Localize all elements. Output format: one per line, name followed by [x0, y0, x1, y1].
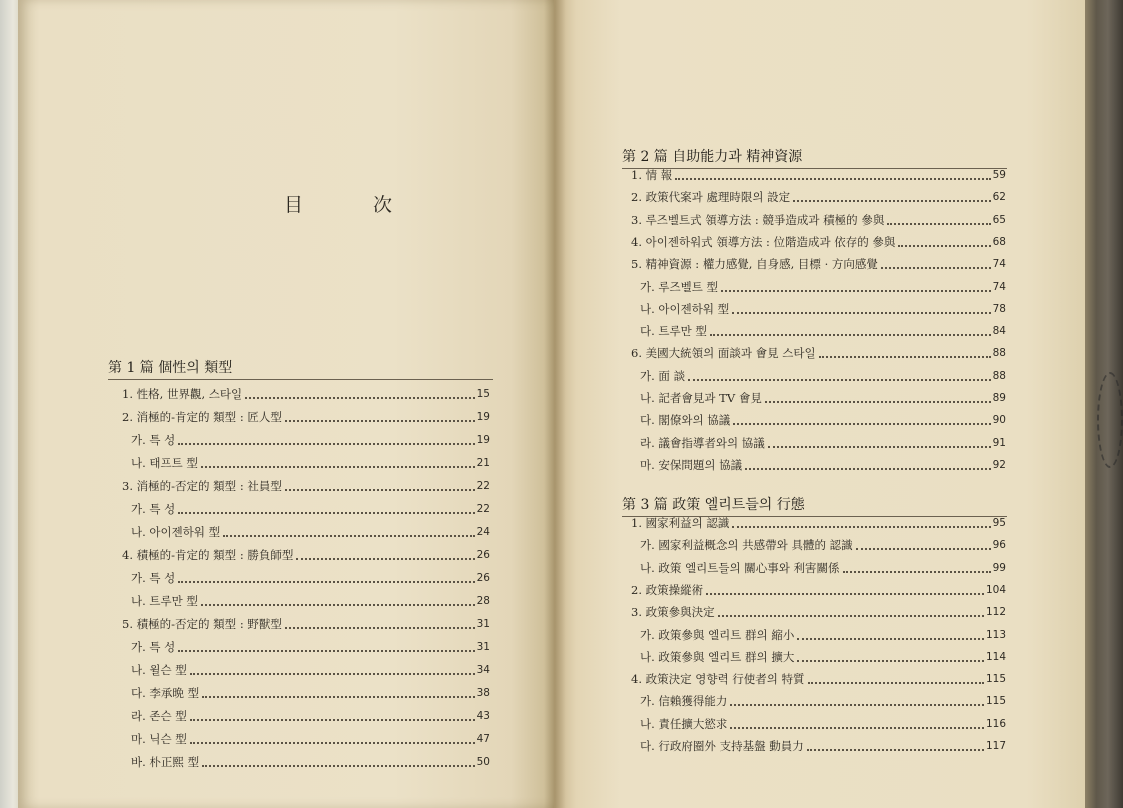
- toc-entry-page-number: 74: [992, 258, 1006, 271]
- toc-title-char-2: 次: [372, 194, 394, 216]
- leader-dots: [721, 290, 991, 292]
- toc-entry: [131, 455, 490, 471]
- leader-dots: [797, 638, 984, 640]
- toc-entry: [631, 189, 1006, 205]
- toc-entry: [640, 435, 1006, 451]
- leader-dots: [178, 650, 474, 652]
- toc-entry: [122, 478, 490, 494]
- toc-entry: [640, 627, 1006, 643]
- toc-entry: [131, 662, 490, 678]
- toc-entry-page-number: 21: [476, 457, 490, 469]
- leader-dots: [887, 223, 990, 225]
- toc-entry: [631, 256, 1006, 272]
- toc-entry-page-number: 43: [476, 710, 490, 722]
- toc-entry-label: 1. 國家利益의 認識: [631, 516, 730, 530]
- toc-entry-label: 바. 朴正熙 型: [131, 755, 200, 769]
- toc-entry-page-number: 90: [992, 414, 1006, 427]
- toc-entry: [631, 212, 1006, 228]
- toc-entry: [131, 731, 490, 747]
- leader-dots: [710, 334, 991, 336]
- left-page: [18, 0, 554, 808]
- leader-dots: [843, 571, 991, 573]
- toc-entry: [640, 301, 1006, 317]
- library-stamp: [1097, 372, 1123, 468]
- toc-entry: [131, 754, 490, 770]
- leader-dots: [730, 727, 984, 729]
- toc-entry: [640, 368, 1006, 384]
- leader-dots: [807, 749, 984, 751]
- toc-entry-label: 나. 記者會見과 TV 會見: [640, 391, 762, 405]
- leader-dots: [285, 627, 475, 629]
- toc-entry-page-number: 28: [476, 595, 490, 607]
- leader-dots: [745, 468, 990, 470]
- toc-entry-page-number: 15: [476, 388, 490, 400]
- toc-entry: [131, 593, 490, 609]
- leader-dots: [797, 660, 984, 662]
- toc-entry-label: 가. 특 성: [131, 502, 176, 516]
- toc-entry-label: 가. 루즈벨트 型: [640, 279, 719, 294]
- leader-dots: [881, 267, 991, 269]
- toc-entry-page-number: 95: [992, 517, 1006, 529]
- leader-dots: [178, 512, 474, 514]
- toc-entry-page-number: 62: [992, 191, 1006, 204]
- part2-heading: 第 2 篇 自助能力과 精神資源: [622, 149, 803, 165]
- leader-dots: [733, 423, 990, 425]
- leader-dots: [201, 466, 475, 468]
- toc-entry: [131, 432, 490, 448]
- toc-entry-page-number: 92: [992, 458, 1006, 471]
- toc-entry-label: 1. 情 報: [631, 168, 673, 182]
- toc-entry-label: 3. 政策參與決定: [631, 605, 715, 620]
- toc-entry-page-number: 26: [476, 549, 490, 561]
- toc-entry: [631, 345, 1006, 361]
- leader-dots: [202, 765, 475, 767]
- toc-entry-label: 나. 政策參與 엘리트 群의 擴大: [640, 649, 795, 664]
- toc-entry-label: 5. 精神資源 : 權力感覺, 自身感, 目標 · 方向感覺: [631, 257, 878, 272]
- leader-dots: [245, 397, 475, 399]
- toc-entry-label: 라. 존슨 型: [131, 709, 187, 723]
- leader-dots: [718, 615, 984, 617]
- toc-entry: [131, 685, 490, 701]
- toc-entry-page-number: 26: [476, 572, 490, 584]
- toc-entry: [640, 323, 1006, 339]
- toc-entry: [640, 537, 1006, 553]
- toc-entry-page-number: 24: [476, 526, 490, 538]
- leader-dots: [223, 535, 475, 537]
- toc-entry-label: 가. 信賴獲得能力: [640, 694, 728, 709]
- toc-entry-label: 2. 消極的-肯定的 類型 : 匠人型: [122, 410, 282, 424]
- toc-entry-label: 마. 安保問題의 協議: [640, 457, 743, 472]
- leader-dots: [285, 489, 475, 491]
- toc-entry-page-number: 115: [985, 673, 1006, 686]
- toc-entry: [631, 234, 1006, 250]
- toc-entry: [640, 457, 1006, 473]
- toc-entry: [131, 708, 490, 724]
- toc-entry-page-number: 38: [476, 687, 490, 699]
- leader-dots: [768, 446, 991, 448]
- toc-entry: [631, 515, 1006, 531]
- toc-entry: [640, 693, 1006, 709]
- toc-entry: [640, 412, 1006, 428]
- toc-entry-label: 라. 議會指導者와의 協議: [640, 435, 765, 450]
- part3-heading: 第 3 篇 政策 엘리트들의 行態: [622, 497, 805, 513]
- leader-dots: [202, 696, 475, 698]
- toc-entry-label: 2. 政策代案과 處理時限의 設定: [631, 190, 791, 205]
- leader-dots: [190, 673, 475, 675]
- toc-entry: [631, 582, 1006, 598]
- toc-entry-label: 3. 루즈벨트式 領導方法 : 競爭造成과 積極的 參與: [631, 212, 885, 227]
- toc-entry: [640, 279, 1006, 295]
- toc-entry-page-number: 89: [992, 392, 1006, 404]
- toc-entry: [131, 501, 490, 517]
- toc-entry-page-number: 96: [992, 539, 1006, 552]
- leader-dots: [793, 200, 990, 202]
- toc-entry-page-number: 115: [985, 695, 1006, 708]
- toc-entry-label: 다. 閣僚와의 協議: [640, 413, 731, 428]
- toc-entry-label: 다. 트루만 型: [640, 324, 707, 339]
- toc-entry: [131, 639, 490, 655]
- book-gutter: [544, 0, 566, 808]
- toc-entry-label: 나. 태프트 型: [131, 456, 198, 470]
- toc-title-char-1: 目: [284, 194, 306, 216]
- leader-dots: [730, 704, 984, 706]
- toc-entry-page-number: 59: [992, 169, 1006, 181]
- toc-entry: [122, 616, 490, 632]
- toc-entry-page-number: 91: [992, 436, 1006, 449]
- toc-entry: [640, 738, 1006, 754]
- leader-dots: [178, 581, 474, 583]
- toc-entry-label: 나. 責任擴大慾求: [640, 716, 728, 731]
- toc-entry: [631, 167, 1006, 183]
- toc-entry-label: 가. 특 성: [131, 433, 176, 447]
- toc-entry-label: 나. 아이젠하워 型: [131, 525, 221, 539]
- leader-dots: [765, 401, 991, 403]
- toc-entry-page-number: 104: [985, 583, 1006, 596]
- toc-entry-page-number: 116: [985, 717, 1006, 730]
- toc-entry-label: 다. 行政府圈外 支持基盤 動員力: [640, 739, 804, 753]
- leader-dots: [732, 312, 991, 314]
- toc-entry: [640, 649, 1006, 665]
- leader-dots: [688, 379, 991, 381]
- toc-entry: [122, 547, 490, 563]
- toc-entry-page-number: 88: [992, 347, 1006, 360]
- toc-entry: [131, 524, 490, 540]
- toc-entry: [122, 409, 490, 425]
- toc-entry-label: 가. 面 談: [640, 368, 686, 383]
- leader-dots: [675, 178, 990, 180]
- leader-dots: [190, 719, 475, 721]
- toc-entry: [131, 570, 490, 586]
- toc-entry: [631, 604, 1006, 620]
- toc-entry-page-number: 114: [985, 650, 1006, 663]
- toc-entry-label: 나. 아이젠하워 型: [640, 301, 730, 316]
- toc-entry-page-number: 68: [992, 235, 1006, 248]
- leader-dots: [190, 742, 475, 744]
- toc-entry-label: 나. 윌슨 型: [131, 663, 187, 677]
- toc-entry-page-number: 84: [992, 325, 1006, 338]
- toc-entry-label: 나. 政策 엘리트들의 關心事와 利害關係: [640, 560, 840, 575]
- toc-entry-label: 마. 닉슨 型: [131, 732, 187, 746]
- leader-dots: [732, 526, 990, 528]
- leader-dots: [285, 420, 475, 422]
- toc-entry-page-number: 22: [476, 480, 490, 492]
- toc-entry-page-number: 19: [476, 434, 490, 446]
- part1-heading: 第 1 篇 個性의 類型: [108, 360, 233, 376]
- toc-entry-page-number: 47: [476, 733, 490, 745]
- toc-entry-label: 2. 政策操縱術: [631, 582, 704, 597]
- toc-entry-page-number: 34: [476, 664, 490, 676]
- toc-entry-page-number: 50: [476, 756, 490, 768]
- open-book: [18, 0, 1110, 808]
- toc-entry-label: 나. 트루만 型: [131, 594, 198, 608]
- toc-entry-label: 6. 美國大統領의 面談과 會見 스타일: [631, 346, 816, 361]
- toc-entry: [640, 716, 1006, 732]
- toc-entry-page-number: 65: [992, 213, 1006, 226]
- leader-dots: [296, 558, 474, 560]
- toc-entry-label: 다. 李承晩 型: [131, 686, 200, 700]
- toc-entry: [640, 560, 1006, 576]
- toc-entry-page-number: 31: [476, 641, 490, 653]
- toc-entry-page-number: 117: [985, 740, 1006, 752]
- toc-entry-page-number: 19: [476, 411, 490, 423]
- leader-dots: [706, 593, 984, 595]
- toc-entry-page-number: 113: [985, 628, 1006, 641]
- toc-entry-label: 4. 아이젠하워式 領導方法 : 位階造成과 依存的 參與: [631, 234, 896, 249]
- toc-entry-label: 4. 政策決定 영향력 行使者의 特質: [631, 672, 805, 687]
- toc-entry-label: 4. 積極的-肯定的 類型 : 勝負師型: [122, 548, 294, 562]
- toc-title: [284, 190, 394, 217]
- toc-entry-label: 3. 消極的-否定的 類型 : 社員型: [122, 479, 282, 493]
- leader-dots: [178, 443, 474, 445]
- toc-entry-page-number: 99: [992, 561, 1006, 574]
- toc-entry: [122, 386, 490, 402]
- toc-entry-label: 가. 특 성: [131, 571, 176, 585]
- toc-entry-label: 가. 國家利益概念의 共感帶와 具體的 認識: [640, 538, 853, 553]
- toc-entry-page-number: 112: [985, 606, 1006, 619]
- leader-dots: [898, 245, 990, 247]
- leader-dots: [856, 548, 991, 550]
- toc-entry-label: 가. 특 성: [131, 640, 176, 654]
- right-page: [554, 0, 1110, 808]
- toc-entry-label: 1. 性格, 世界觀, 스타일: [122, 387, 243, 401]
- toc-entry: [640, 390, 1006, 406]
- leader-dots: [819, 356, 991, 358]
- leader-dots: [808, 682, 984, 684]
- toc-entry-page-number: 22: [476, 503, 490, 515]
- leader-dots: [201, 604, 475, 606]
- toc-entry-label: 가. 政策參與 엘리트 群의 縮小: [640, 627, 795, 642]
- toc-entry: [631, 671, 1006, 687]
- toc-entry-page-number: 78: [992, 302, 1006, 315]
- toc-entry-label: 5. 積極的-否定的 類型 : 野獸型: [122, 617, 282, 631]
- toc-entry-page-number: 88: [992, 369, 1006, 382]
- toc-entry-page-number: 74: [992, 280, 1006, 293]
- toc-entry-page-number: 31: [476, 618, 490, 630]
- part1-rule: [108, 379, 493, 380]
